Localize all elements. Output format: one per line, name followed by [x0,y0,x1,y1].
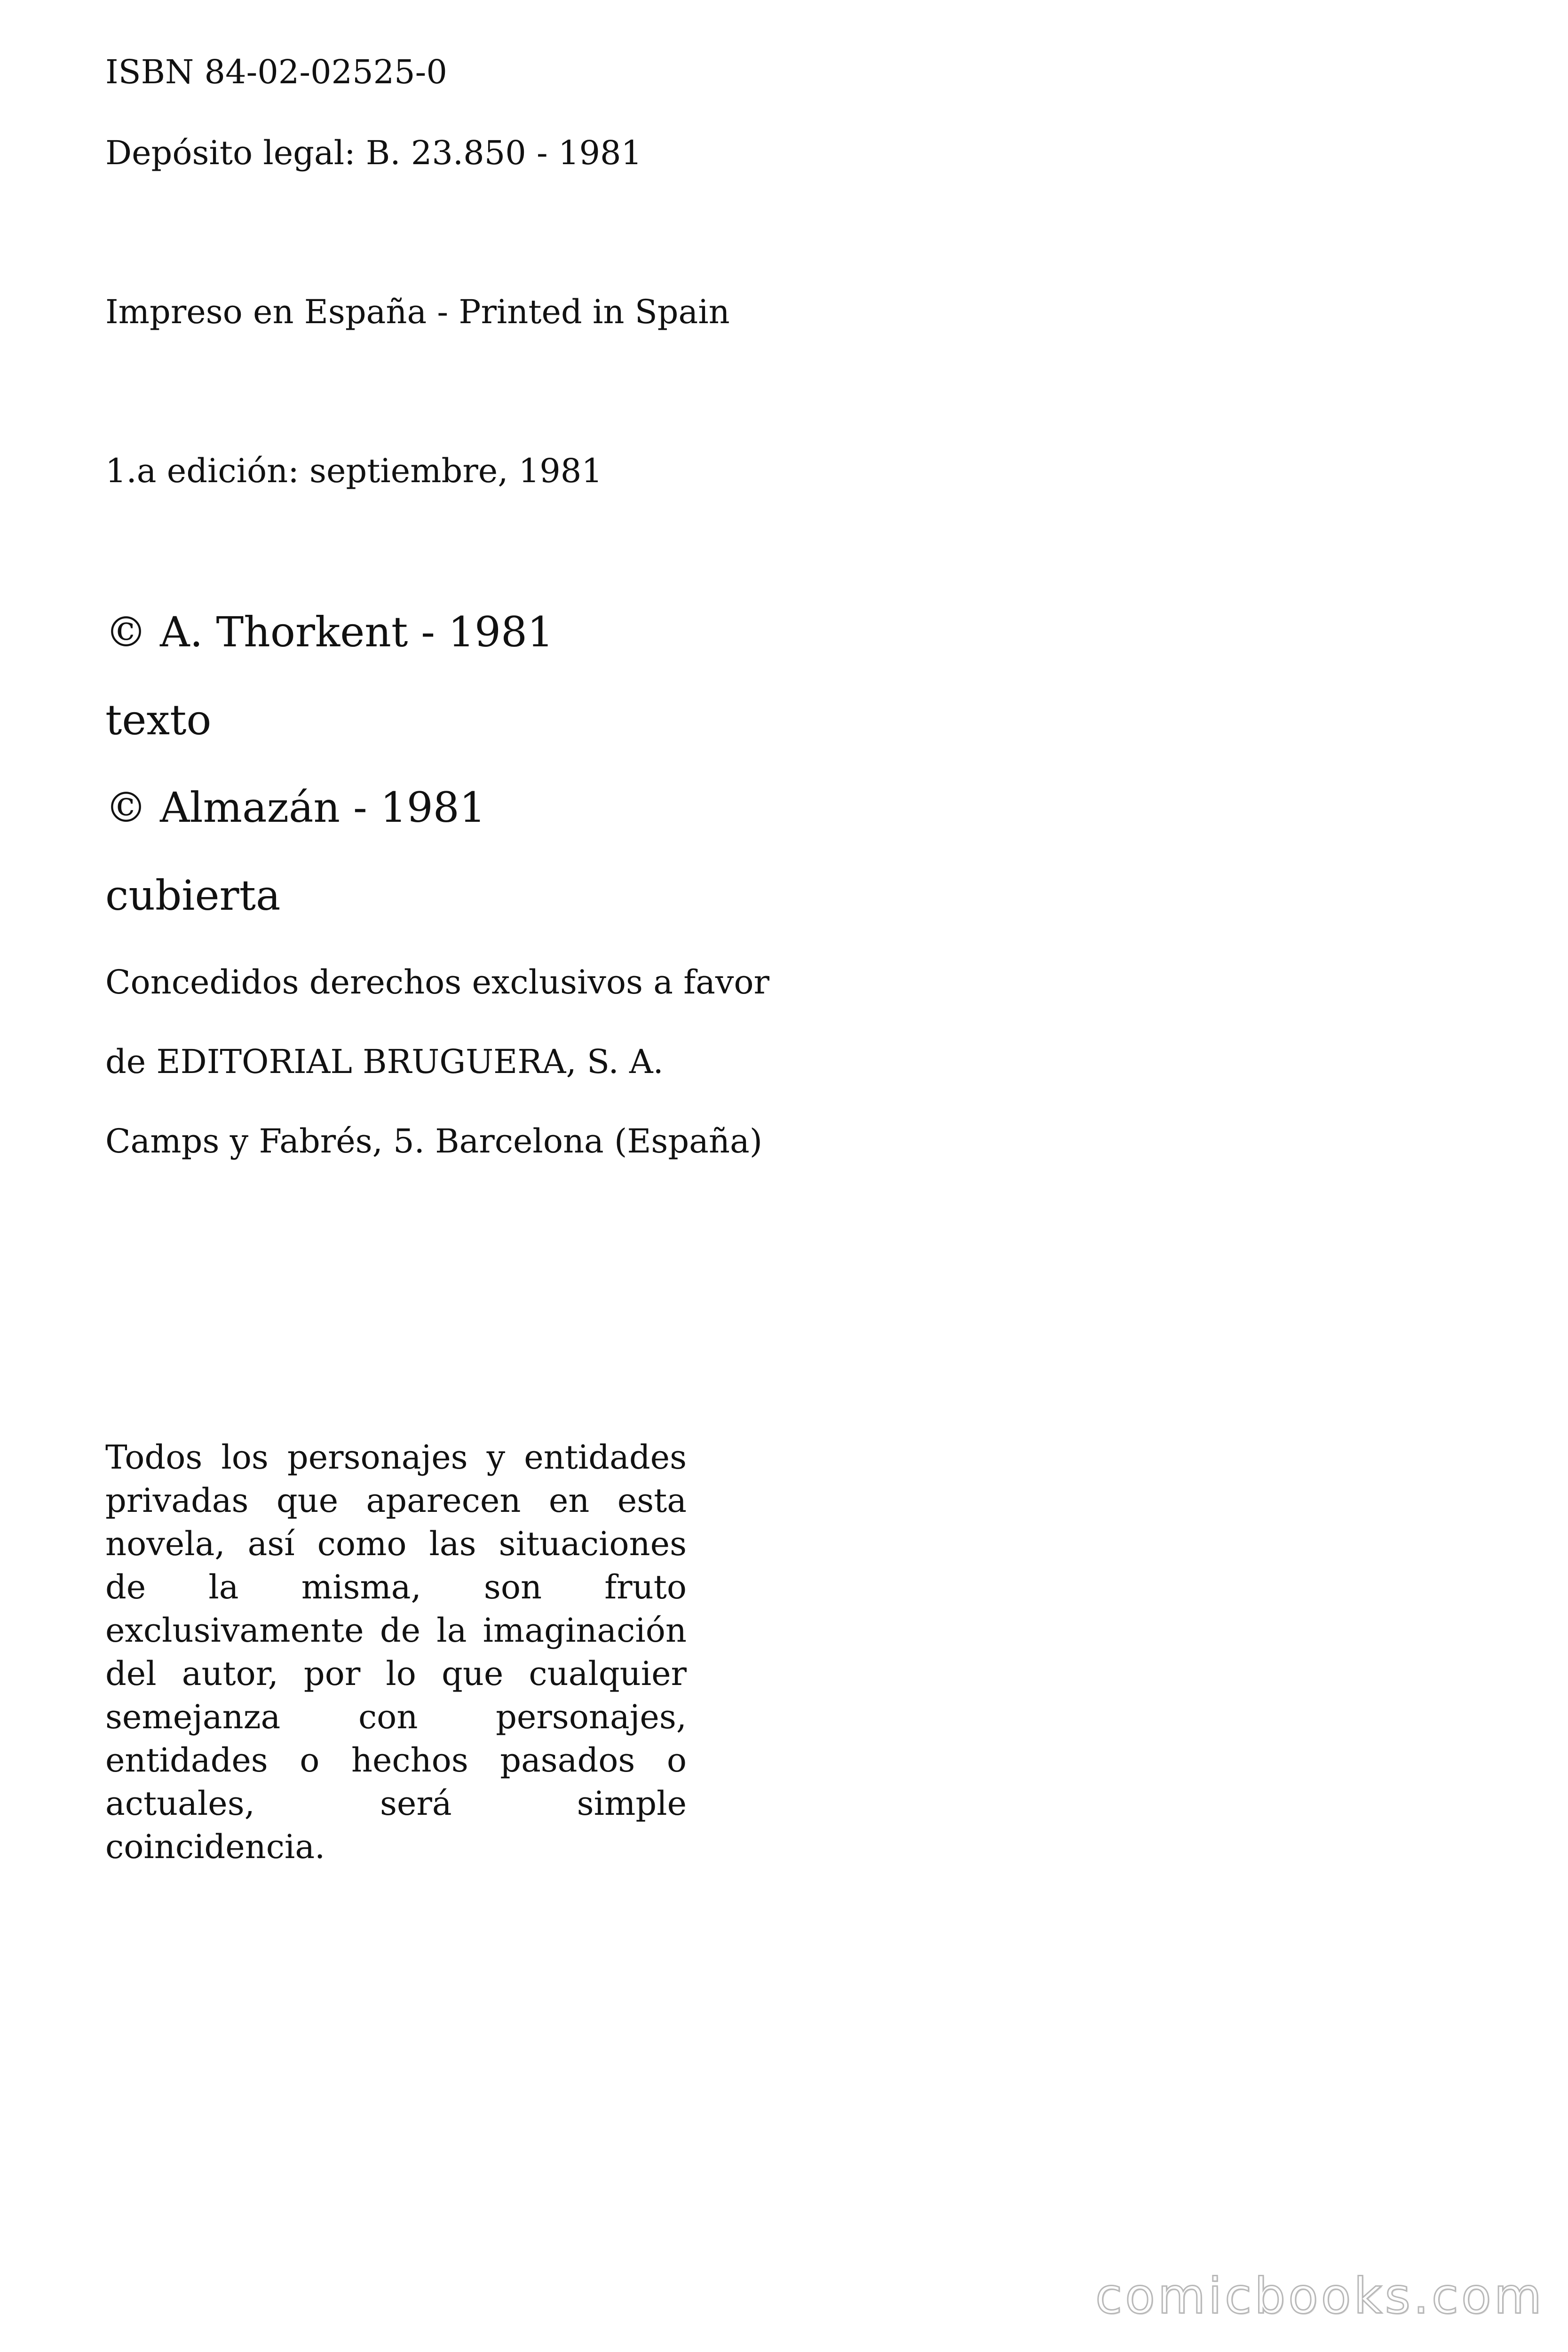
publisher-address: Camps y Fabrés, 5. Barcelona (España) [105,1122,763,1160]
disclaimer: Todos los personajes y entidades privadas que aparecen en esta novela, así como las situaciones de la misma, son fruto exclusivamente de la imaginación del autor, por lo que cualquier semejanza con personajes, entidades o hechos pasados o actuales, será simple coincidencia. [105,1438,687,1866]
rights-line-1: Concedidos derechos exclusivos a favor [105,963,769,1001]
rights-line-2: de EDITORIAL BRUGUERA, S. A. [105,1042,664,1081]
copyright-text: © A. Thorkent - 1981 [105,608,554,656]
copyright-cover: © Almazán - 1981 [105,783,486,832]
isbn: ISBN 84-02-02525-0 [105,53,447,91]
legal-deposit: Depósito legal: B. 23.850 - 1981 [105,134,642,172]
watermark-logo: comicbooks.com [1095,2267,1544,2325]
copyright-text-role: texto [105,696,212,744]
copyright-cover-role: cubierta [105,871,281,920]
printed-in: Impreso en España - Printed in Spain [105,293,730,331]
edition: 1.a edición: septiembre, 1981 [105,452,602,490]
